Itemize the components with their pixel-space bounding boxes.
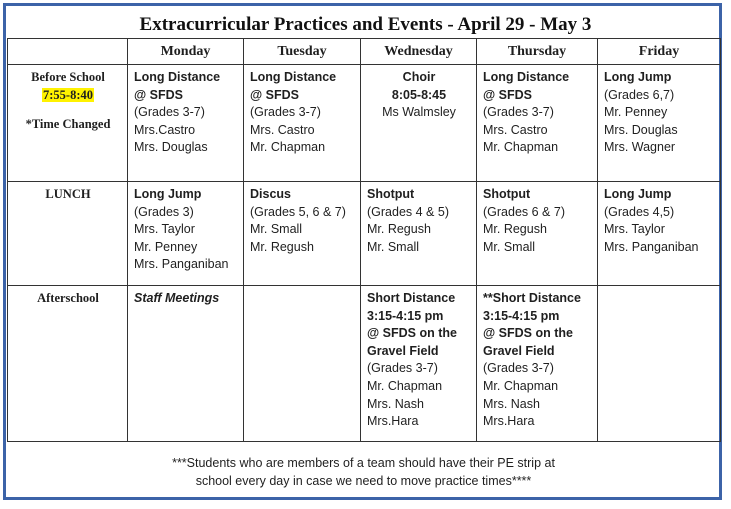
- schedule-cell: [128, 286, 244, 442]
- schedule-cell: [244, 65, 361, 182]
- schedule-cell: [361, 286, 477, 442]
- before-school-row: [8, 65, 721, 182]
- activity-detail: (Grades 3-7): [134, 105, 205, 120]
- schedule-cell: [361, 182, 477, 286]
- schedule-cell: [128, 182, 244, 286]
- activity-detail: (Grades 4,5): [604, 204, 675, 219]
- lunch-row: [8, 182, 721, 286]
- activity-title: Staff Meetings: [134, 291, 220, 305]
- activity-detail: Mr. Regush: [250, 239, 314, 254]
- activity-detail: (Grades 3-7): [367, 361, 438, 376]
- activity-title: 3:15-4:15 pm: [483, 308, 560, 323]
- activity-detail: Mrs. Douglas: [604, 122, 678, 137]
- activity-detail: Mrs.Hara: [367, 414, 419, 429]
- schedule-cell: [598, 286, 721, 442]
- activity-detail: Mr. Penney: [134, 239, 198, 254]
- day-header: Wednesday: [361, 39, 477, 65]
- day-header: Monday: [128, 39, 244, 65]
- activity-detail: Mrs.Hara: [483, 414, 535, 429]
- activity-title: Long Distance: [483, 70, 570, 84]
- schedule-cell: [128, 65, 244, 182]
- activity-detail: (Grades 5, 6 & 7): [250, 204, 346, 219]
- activity-detail: Mrs.Castro: [134, 122, 196, 137]
- schedule-cell: [477, 65, 598, 182]
- activity-title: Long Jump: [134, 187, 202, 201]
- activity-detail: Mrs. Nash: [367, 396, 424, 411]
- day-header: Tuesday: [244, 39, 361, 65]
- schedule-cell: [244, 182, 361, 286]
- activity-detail: Mrs. Panganiban: [604, 239, 699, 254]
- activity-detail: Mr. Small: [483, 239, 536, 254]
- schedule-cell: [244, 286, 361, 442]
- activity-detail: (Grades 3-7): [483, 105, 554, 120]
- activity-detail: Mrs. Taylor: [604, 222, 665, 237]
- activity-detail: Mrs. Castro: [250, 122, 315, 137]
- activity-title: Gravel Field: [483, 343, 555, 358]
- time-changed-note: *Time Changed: [25, 117, 111, 132]
- activity-detail: (Grades 6 & 7): [483, 204, 565, 219]
- page-title: Extracurricular Practices and Events - April 29 - May 3: [139, 14, 592, 35]
- activity-detail: Mrs. Wagner: [604, 140, 676, 155]
- activity-title: Long Jump: [604, 70, 672, 84]
- activity-detail: Mrs. Panganiban: [134, 257, 229, 272]
- footer-note: ***Students who are members of a team should have their PE strip at school every day in case we need to move practice times****: [172, 456, 555, 488]
- schedule-cell: [361, 65, 477, 182]
- schedule-table: [7, 38, 721, 442]
- day-header: Friday: [598, 39, 721, 65]
- activity-title: 8:05-8:45: [391, 87, 447, 102]
- activity-detail: Mrs. Taylor: [134, 222, 195, 237]
- schedule-cell: [598, 182, 721, 286]
- activity-detail: Mr. Chapman: [367, 378, 443, 393]
- time-highlight: 7:55-8:40: [43, 87, 93, 102]
- activity-detail: (Grades 6,7): [604, 87, 675, 102]
- corner-cell: [8, 39, 128, 65]
- activity-detail: Mrs. Nash: [483, 396, 540, 411]
- activity-title: **Short Distance: [483, 291, 581, 305]
- activity-title: @ SFDS: [483, 87, 532, 102]
- activity-title: Shotput: [483, 187, 531, 201]
- schedule-cell: [477, 286, 598, 442]
- schedule-cell: [477, 182, 598, 286]
- activity-title: Discus: [250, 187, 291, 201]
- activity-title: @ SFDS on the: [483, 326, 573, 341]
- activity-detail: Mr. Regush: [367, 222, 431, 237]
- activity-detail: Mr. Penney: [604, 105, 668, 120]
- row-label-lunch: LUNCH: [8, 182, 128, 286]
- activity-title: @ SFDS: [250, 87, 299, 102]
- activity-title: @ SFDS: [134, 87, 183, 102]
- activity-detail: (Grades 3-7): [483, 361, 554, 376]
- activity-detail: Mr. Regush: [483, 222, 547, 237]
- schedule-cell: [598, 65, 721, 182]
- activity-title: Long Distance: [134, 70, 221, 84]
- activity-detail: Mr. Small: [250, 222, 303, 237]
- activity-detail: (Grades 3): [134, 204, 194, 219]
- afterschool-row: [8, 286, 721, 442]
- activity-detail: Mrs. Castro: [483, 122, 548, 137]
- activity-detail: (Grades 4 & 5): [367, 204, 449, 219]
- activity-detail: Mrs. Douglas: [134, 140, 208, 155]
- row-label-afterschool: Afterschool: [8, 286, 128, 442]
- day-header-row: [8, 39, 721, 65]
- activity-title: Gravel Field: [367, 343, 439, 358]
- activity-title: Choir: [402, 70, 436, 84]
- activity-title: Long Jump: [604, 187, 672, 201]
- activity-detail: Mr. Small: [367, 239, 420, 254]
- activity-title: Shotput: [367, 187, 415, 201]
- activity-detail: Ms Walmsley: [382, 105, 456, 120]
- activity-title: @ SFDS on the: [367, 326, 457, 341]
- row-label-before-school: Before School 7:55-8:40 *Time Changed: [8, 65, 128, 182]
- activity-detail: (Grades 3-7): [250, 105, 321, 120]
- activity-title: Long Distance: [250, 70, 337, 84]
- activity-title: Short Distance: [367, 291, 456, 305]
- day-header: Thursday: [477, 39, 598, 65]
- activity-detail: Mr. Chapman: [483, 140, 559, 155]
- activity-title: 3:15-4:15 pm: [367, 308, 444, 323]
- activity-detail: Mr. Chapman: [483, 378, 559, 393]
- activity-detail: Mr. Chapman: [250, 140, 326, 155]
